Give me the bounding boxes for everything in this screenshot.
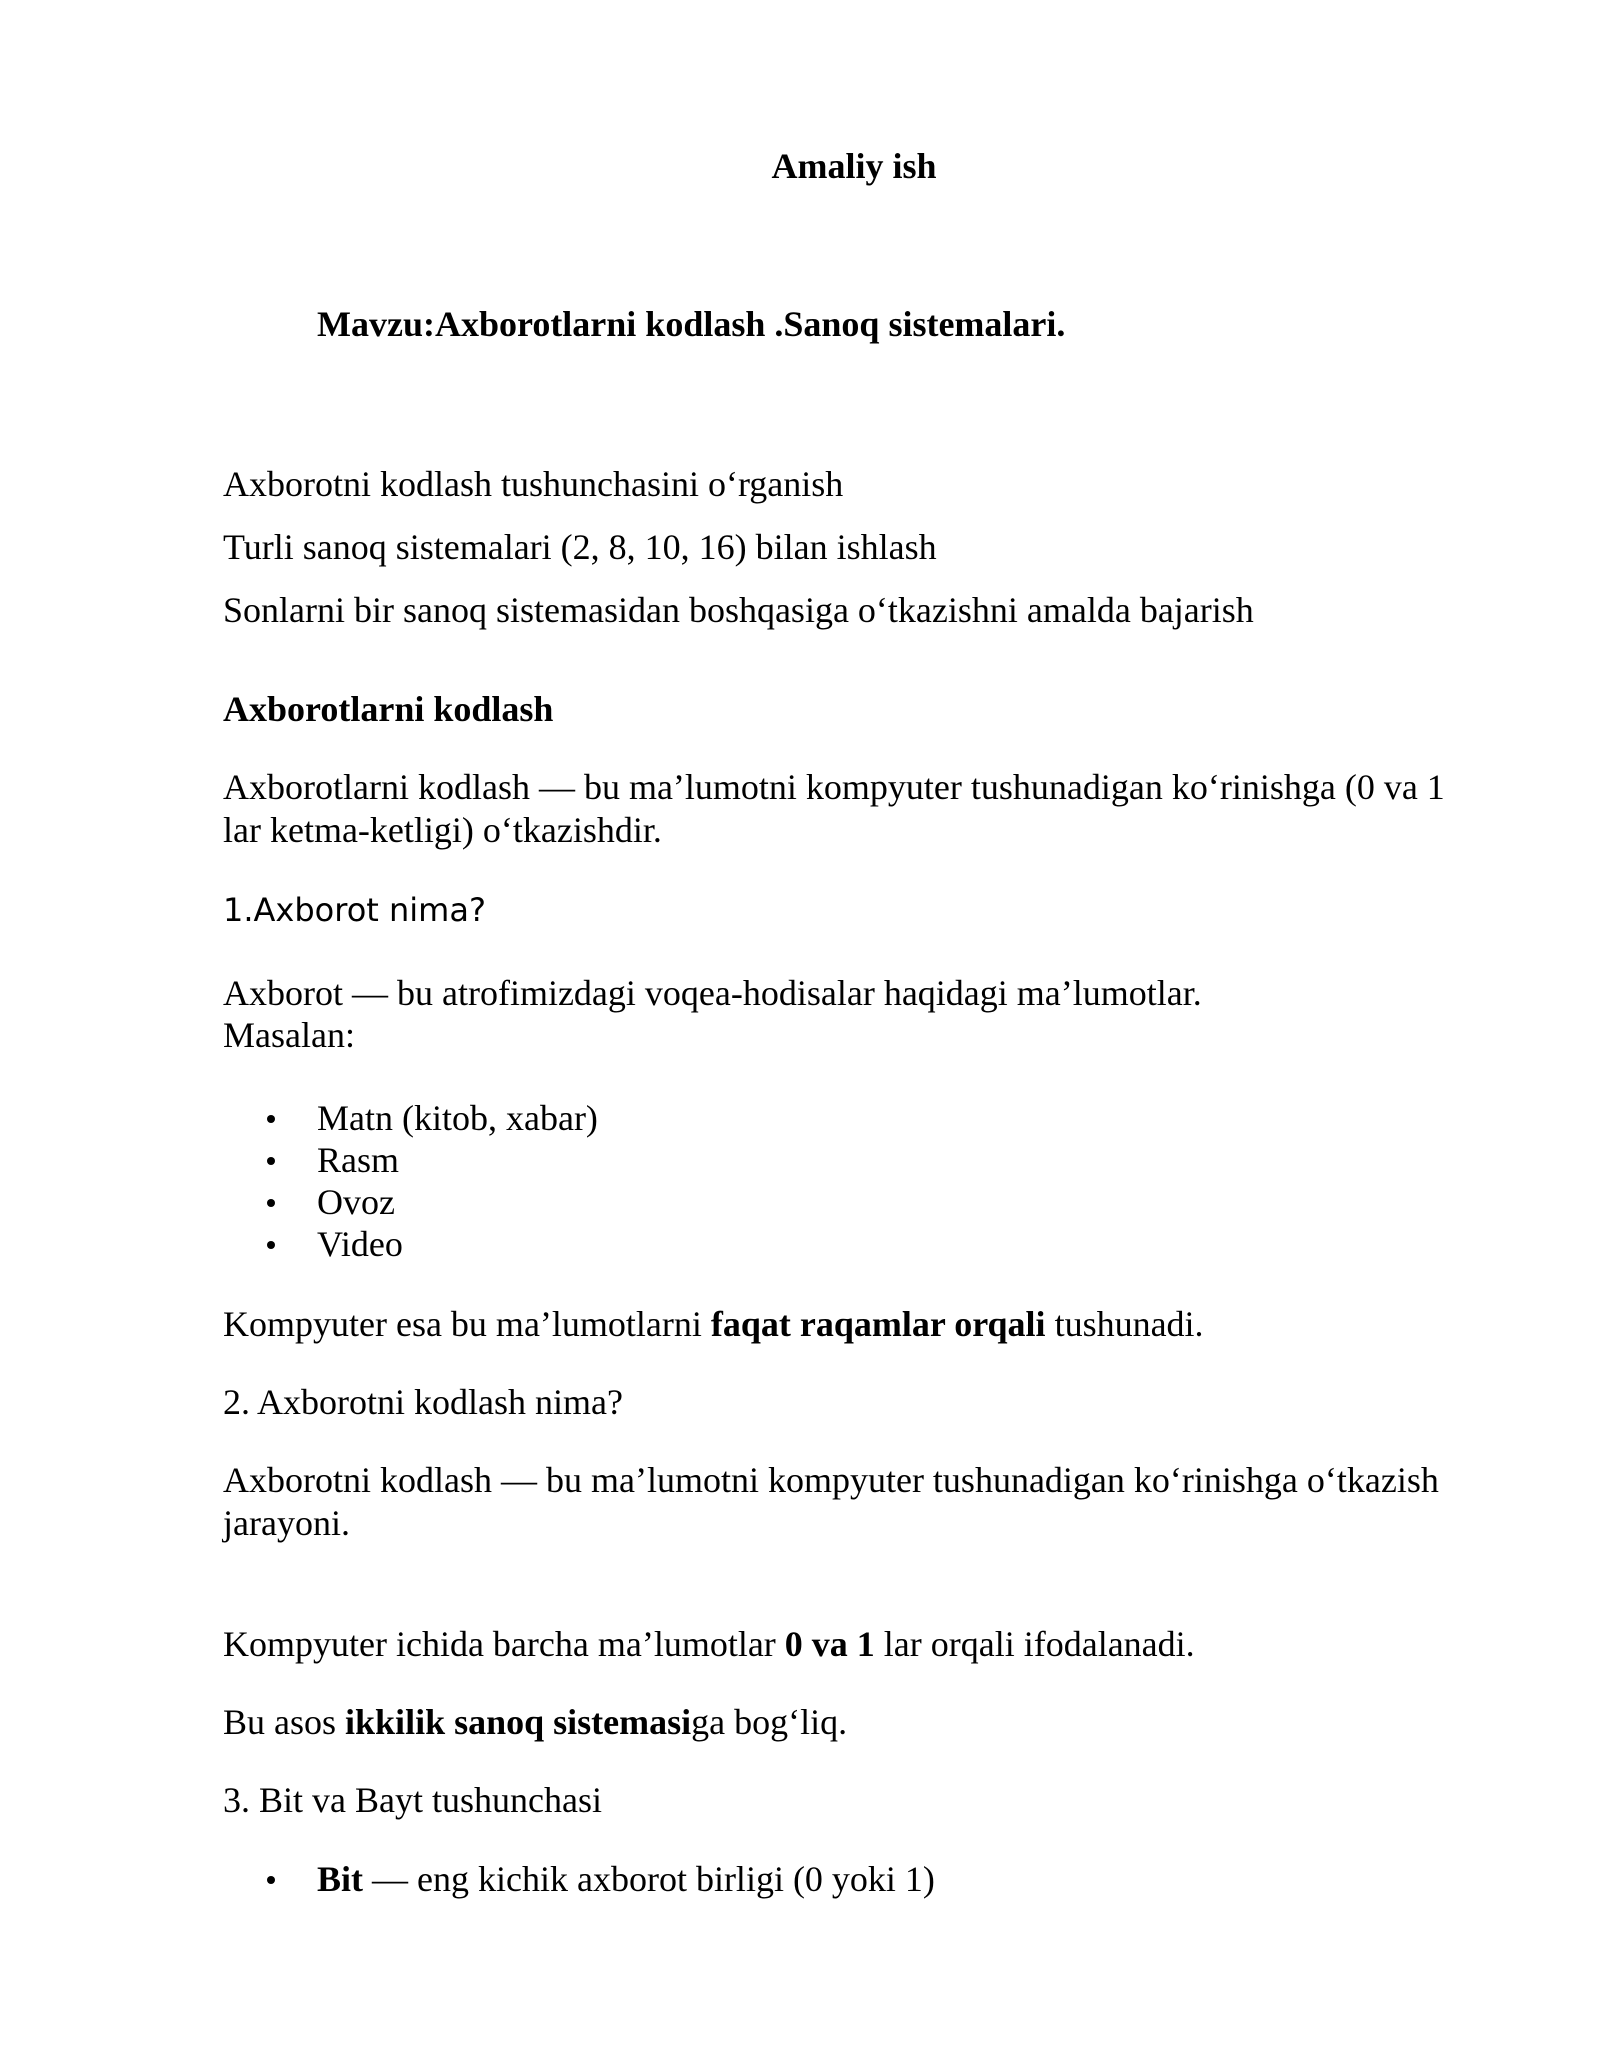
emphasis: 0 va 1 <box>784 1624 875 1664</box>
examples-list <box>263 1097 598 1265</box>
question-1-paragraph-line-2: Masalan: <box>223 1015 355 1055</box>
basis-line: Bu asos ikkilik sanoq sistemasiga bog‘liq. <box>223 1702 848 1742</box>
list-item: Rasm <box>263 1139 598 1181</box>
list-item: Matn (kitob, xabar) <box>263 1097 598 1139</box>
question-1-heading: 1.Axborot nima? <box>223 891 486 929</box>
list-item: Video <box>263 1223 598 1265</box>
goal-3: Sonlarni bir sanoq sistemasidan boshqasiga o‘tkazishni amalda bajarish <box>223 590 1254 630</box>
topic-heading: Mavzu:Axborotlarni kodlash .Sanoq sistemalari. <box>317 304 1066 344</box>
question-1-paragraph-line-1: Axborot — bu atrofimizdagi voqea-hodisalar haqidagi ma’lumotlar. <box>223 973 1202 1013</box>
goal-2: Turli sanoq sistemalari (2, 8, 10, 16) bilan ishlash <box>223 527 937 567</box>
document-title: Amaliy ish <box>771 146 937 186</box>
emphasis: ikkilik sanoq sistemasi <box>345 1702 692 1742</box>
bullet-icon <box>267 1876 275 1884</box>
intro-paragraph: Axborotlarni kodlash — bu ma’lumotni kompyuter tushunadigan ko‘rinishga (0 va 1 lar ketma-ketligi) o‘tkazishdir. <box>223 767 1445 850</box>
bit-bayt-list <box>263 1858 935 1900</box>
section-heading: Axborotlarni kodlash <box>223 689 554 729</box>
emphasis: faqat raqamlar orqali <box>710 1304 1046 1344</box>
goal-1: Axborotni kodlash tushunchasini o‘rganish <box>223 464 844 504</box>
bullet-icon <box>267 1199 275 1207</box>
question-3-heading: 3. Bit va Bayt tushunchasi <box>223 1780 602 1820</box>
bullet-icon <box>267 1241 275 1249</box>
list-item: Ovoz <box>263 1181 598 1223</box>
question-2-paragraph: Axborotni kodlash — bu ma’lumotni kompyuter tushunadigan ko‘rinishga o‘tkazish jarayoni. <box>223 1460 1439 1543</box>
bullet-icon <box>267 1157 275 1165</box>
list-item: Bit — eng kichik axborot birligi (0 yoki 1) <box>263 1858 935 1900</box>
bullet-icon <box>267 1115 275 1123</box>
question-2-heading: 2. Axborotni kodlash nima? <box>223 1382 623 1422</box>
binary-line: Kompyuter ichida barcha ma’lumotlar 0 va 1 lar orqali ifodalanadi. <box>223 1624 1195 1664</box>
computer-understands-line: Kompyuter esa bu ma’lumotlarni faqat raqamlar orqali tushunadi. <box>223 1304 1204 1344</box>
